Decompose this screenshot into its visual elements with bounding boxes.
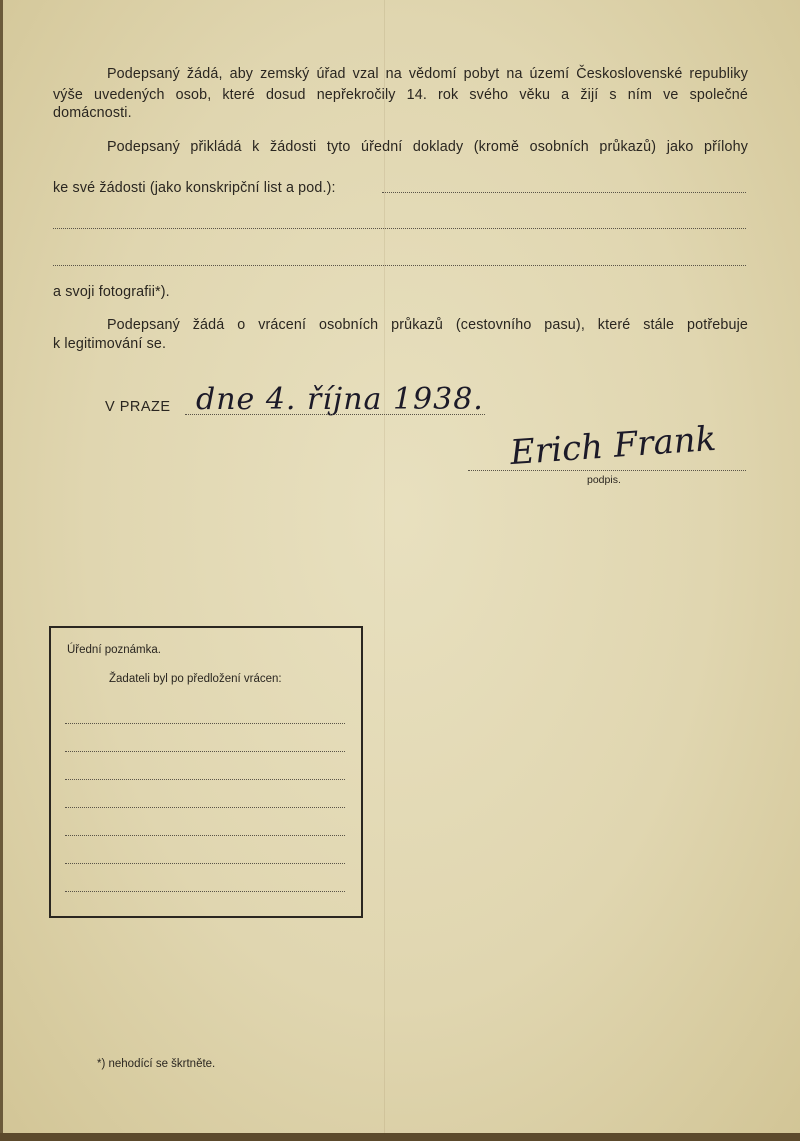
official-note-box [49,626,363,918]
attachments-line-3[interactable] [53,265,746,266]
note-line-2[interactable] [65,751,345,752]
footnote: *) nehodící se škrtněte. [97,1058,216,1070]
signature-line[interactable] [468,470,746,471]
official-note-title: Úřední poznámka. [67,644,161,656]
paragraph1-line2: výše uvedených osob, které dosud nepřekročily 14. rok svého věku a žijí s ním ve společné [53,87,748,103]
note-line-1[interactable] [65,723,345,724]
signature-label: podpis. [587,474,621,486]
paragraph2-line1: Podepsaný přikládá k žádosti tyto úřední doklady (kromě osobních průkazů) jako přílohy [107,139,748,155]
paragraph3-line1: Podepsaný žádá o vrácení osobních průkazů (cestovního pasu), které stále potřebuje [107,317,748,333]
page-fold [384,0,385,1141]
paragraph1-line1: Podepsaný žádá, aby zemský úřad vzal na vědomí pobyt na území Československé republiky [107,66,748,82]
date-line[interactable] [185,414,485,415]
attachments-line-1[interactable] [382,192,746,193]
official-note-subtitle: Žadateli byl po předložení vrácen: [109,673,282,685]
paragraph2-line2: ke své žádosti (jako konskripční list a pod.): [53,180,336,196]
paragraph1-line3: domácnosti. [53,105,132,121]
note-line-6[interactable] [65,863,345,864]
note-line-7[interactable] [65,891,345,892]
attachments-line-2[interactable] [53,228,746,229]
handwritten-signature: Erich Frank [508,418,718,474]
note-line-3[interactable] [65,779,345,780]
paragraph2-line3: a svoji fotografii*). [53,284,170,300]
note-line-5[interactable] [65,835,345,836]
note-line-4[interactable] [65,807,345,808]
page-edge-bottom [0,1133,800,1141]
paragraph3-line2: k legitimování se. [53,336,167,352]
handwritten-date: dne 4. října 1938. [196,382,484,417]
place-label: V PRAZE [105,399,171,415]
page-edge-left [0,0,3,1141]
